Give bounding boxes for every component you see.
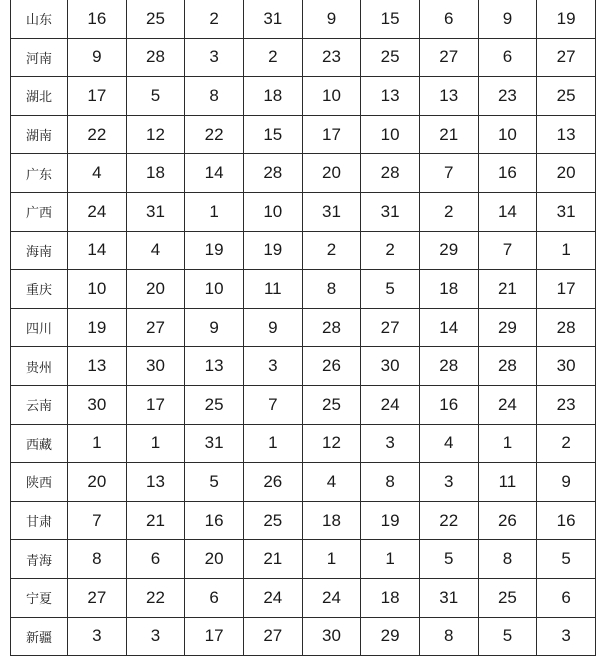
value-cell: 15 xyxy=(243,115,302,154)
value-cell: 25 xyxy=(537,77,596,116)
value-cell: 6 xyxy=(126,540,185,579)
value-cell: 2 xyxy=(243,38,302,77)
value-cell: 13 xyxy=(537,115,596,154)
province-name-cell: 西藏 xyxy=(11,424,68,463)
value-cell: 30 xyxy=(537,347,596,386)
value-cell: 19 xyxy=(243,231,302,270)
ranking-table-container xyxy=(10,0,596,656)
value-cell: 8 xyxy=(68,540,127,579)
value-cell: 24 xyxy=(361,385,420,424)
value-cell: 9 xyxy=(185,308,244,347)
value-cell: 27 xyxy=(68,578,127,617)
value-cell: 1 xyxy=(185,192,244,231)
value-cell: 3 xyxy=(68,617,127,656)
value-cell: 28 xyxy=(537,308,596,347)
province-name-cell: 海南 xyxy=(11,231,68,270)
value-cell: 18 xyxy=(243,77,302,116)
value-cell: 11 xyxy=(478,463,537,502)
value-cell: 5 xyxy=(361,270,420,309)
value-cell: 29 xyxy=(361,617,420,656)
table-row xyxy=(11,231,596,270)
value-cell: 3 xyxy=(126,617,185,656)
value-cell: 10 xyxy=(185,270,244,309)
value-cell: 2 xyxy=(419,192,478,231)
value-cell: 2 xyxy=(361,231,420,270)
value-cell: 22 xyxy=(126,578,185,617)
value-cell: 1 xyxy=(478,424,537,463)
value-cell: 6 xyxy=(478,38,537,77)
value-cell: 10 xyxy=(243,192,302,231)
table-row xyxy=(11,77,596,116)
value-cell: 8 xyxy=(361,463,420,502)
value-cell: 7 xyxy=(478,231,537,270)
value-cell: 6 xyxy=(537,578,596,617)
value-cell: 28 xyxy=(126,38,185,77)
value-cell: 30 xyxy=(68,385,127,424)
value-cell: 16 xyxy=(419,385,478,424)
value-cell: 4 xyxy=(302,463,361,502)
value-cell: 5 xyxy=(419,540,478,579)
value-cell: 27 xyxy=(361,308,420,347)
table-row xyxy=(11,347,596,386)
table-row xyxy=(11,578,596,617)
value-cell: 7 xyxy=(68,501,127,540)
value-cell: 31 xyxy=(361,192,420,231)
value-cell: 9 xyxy=(537,463,596,502)
value-cell: 25 xyxy=(185,385,244,424)
value-cell: 31 xyxy=(419,578,478,617)
value-cell: 29 xyxy=(419,231,478,270)
value-cell: 27 xyxy=(419,38,478,77)
value-cell: 30 xyxy=(126,347,185,386)
value-cell: 28 xyxy=(361,154,420,193)
value-cell: 28 xyxy=(302,308,361,347)
value-cell: 19 xyxy=(537,0,596,38)
table-row xyxy=(11,617,596,656)
value-cell: 13 xyxy=(185,347,244,386)
value-cell: 1 xyxy=(68,424,127,463)
value-cell: 31 xyxy=(537,192,596,231)
value-cell: 4 xyxy=(126,231,185,270)
value-cell: 2 xyxy=(302,231,361,270)
table-row xyxy=(11,38,596,77)
value-cell: 25 xyxy=(302,385,361,424)
value-cell: 15 xyxy=(361,0,420,38)
province-name-cell: 甘肃 xyxy=(11,501,68,540)
value-cell: 31 xyxy=(126,192,185,231)
value-cell: 17 xyxy=(537,270,596,309)
table-row xyxy=(11,385,596,424)
value-cell: 14 xyxy=(419,308,478,347)
table-row xyxy=(11,270,596,309)
value-cell: 17 xyxy=(126,385,185,424)
value-cell: 5 xyxy=(126,77,185,116)
value-cell: 14 xyxy=(185,154,244,193)
value-cell: 21 xyxy=(243,540,302,579)
value-cell: 1 xyxy=(243,424,302,463)
value-cell: 20 xyxy=(68,463,127,502)
value-cell: 10 xyxy=(361,115,420,154)
value-cell: 4 xyxy=(68,154,127,193)
value-cell: 6 xyxy=(419,0,478,38)
province-name-cell: 贵州 xyxy=(11,347,68,386)
value-cell: 19 xyxy=(185,231,244,270)
province-name-cell: 四川 xyxy=(11,308,68,347)
table-row xyxy=(11,424,596,463)
province-name-cell: 宁夏 xyxy=(11,578,68,617)
value-cell: 2 xyxy=(185,0,244,38)
value-cell: 14 xyxy=(68,231,127,270)
value-cell: 9 xyxy=(302,0,361,38)
value-cell: 8 xyxy=(302,270,361,309)
value-cell: 16 xyxy=(68,0,127,38)
table-row xyxy=(11,308,596,347)
value-cell: 9 xyxy=(243,308,302,347)
value-cell: 31 xyxy=(185,424,244,463)
value-cell: 3 xyxy=(419,463,478,502)
value-cell: 21 xyxy=(478,270,537,309)
value-cell: 28 xyxy=(243,154,302,193)
value-cell: 27 xyxy=(126,308,185,347)
province-name-cell: 云南 xyxy=(11,385,68,424)
value-cell: 3 xyxy=(537,617,596,656)
value-cell: 13 xyxy=(126,463,185,502)
value-cell: 22 xyxy=(419,501,478,540)
province-name-cell: 广西 xyxy=(11,192,68,231)
value-cell: 28 xyxy=(419,347,478,386)
value-cell: 19 xyxy=(68,308,127,347)
value-cell: 5 xyxy=(537,540,596,579)
value-cell: 24 xyxy=(243,578,302,617)
value-cell: 1 xyxy=(537,231,596,270)
value-cell: 3 xyxy=(361,424,420,463)
value-cell: 27 xyxy=(537,38,596,77)
value-cell: 30 xyxy=(361,347,420,386)
value-cell: 17 xyxy=(68,77,127,116)
table-row xyxy=(11,154,596,193)
value-cell: 8 xyxy=(419,617,478,656)
value-cell: 27 xyxy=(243,617,302,656)
value-cell: 10 xyxy=(478,115,537,154)
value-cell: 18 xyxy=(302,501,361,540)
value-cell: 22 xyxy=(68,115,127,154)
value-cell: 9 xyxy=(68,38,127,77)
value-cell: 2 xyxy=(537,424,596,463)
value-cell: 23 xyxy=(478,77,537,116)
value-cell: 7 xyxy=(243,385,302,424)
value-cell: 16 xyxy=(537,501,596,540)
value-cell: 16 xyxy=(478,154,537,193)
value-cell: 20 xyxy=(537,154,596,193)
value-cell: 10 xyxy=(68,270,127,309)
table-row xyxy=(11,115,596,154)
province-name-cell: 湖北 xyxy=(11,77,68,116)
province-name-cell: 湖南 xyxy=(11,115,68,154)
value-cell: 3 xyxy=(243,347,302,386)
value-cell: 16 xyxy=(185,501,244,540)
value-cell: 10 xyxy=(302,77,361,116)
value-cell: 24 xyxy=(302,578,361,617)
value-cell: 1 xyxy=(126,424,185,463)
province-name-cell: 新疆 xyxy=(11,617,68,656)
value-cell: 31 xyxy=(302,192,361,231)
value-cell: 18 xyxy=(419,270,478,309)
value-cell: 19 xyxy=(361,501,420,540)
value-cell: 12 xyxy=(302,424,361,463)
value-cell: 29 xyxy=(478,308,537,347)
table-row xyxy=(11,501,596,540)
value-cell: 25 xyxy=(361,38,420,77)
value-cell: 20 xyxy=(302,154,361,193)
value-cell: 25 xyxy=(478,578,537,617)
value-cell: 1 xyxy=(302,540,361,579)
value-cell: 9 xyxy=(478,0,537,38)
value-cell: 24 xyxy=(478,385,537,424)
value-cell: 26 xyxy=(302,347,361,386)
value-cell: 24 xyxy=(68,192,127,231)
ranking-table xyxy=(10,0,596,656)
value-cell: 21 xyxy=(419,115,478,154)
value-cell: 23 xyxy=(537,385,596,424)
value-cell: 30 xyxy=(302,617,361,656)
value-cell: 11 xyxy=(243,270,302,309)
value-cell: 26 xyxy=(478,501,537,540)
value-cell: 3 xyxy=(185,38,244,77)
value-cell: 28 xyxy=(478,347,537,386)
value-cell: 1 xyxy=(361,540,420,579)
value-cell: 4 xyxy=(419,424,478,463)
value-cell: 17 xyxy=(302,115,361,154)
province-name-cell: 陕西 xyxy=(11,463,68,502)
value-cell: 25 xyxy=(126,0,185,38)
value-cell: 21 xyxy=(126,501,185,540)
value-cell: 17 xyxy=(185,617,244,656)
value-cell: 7 xyxy=(419,154,478,193)
province-name-cell: 广东 xyxy=(11,154,68,193)
value-cell: 20 xyxy=(126,270,185,309)
table-row xyxy=(11,463,596,502)
province-name-cell: 青海 xyxy=(11,540,68,579)
value-cell: 12 xyxy=(126,115,185,154)
value-cell: 18 xyxy=(361,578,420,617)
province-name-cell: 河南 xyxy=(11,38,68,77)
value-cell: 18 xyxy=(126,154,185,193)
value-cell: 8 xyxy=(185,77,244,116)
value-cell: 6 xyxy=(185,578,244,617)
value-cell: 25 xyxy=(243,501,302,540)
province-name-cell: 重庆 xyxy=(11,270,68,309)
table-row xyxy=(11,192,596,231)
value-cell: 13 xyxy=(68,347,127,386)
table-row xyxy=(11,540,596,579)
value-cell: 22 xyxy=(185,115,244,154)
table-body xyxy=(11,0,596,656)
value-cell: 8 xyxy=(478,540,537,579)
value-cell: 26 xyxy=(243,463,302,502)
value-cell: 20 xyxy=(185,540,244,579)
province-name-cell: 山东 xyxy=(11,0,68,38)
value-cell: 31 xyxy=(243,0,302,38)
value-cell: 23 xyxy=(302,38,361,77)
value-cell: 13 xyxy=(361,77,420,116)
value-cell: 5 xyxy=(478,617,537,656)
table-row xyxy=(11,0,596,38)
value-cell: 13 xyxy=(419,77,478,116)
value-cell: 14 xyxy=(478,192,537,231)
value-cell: 5 xyxy=(185,463,244,502)
